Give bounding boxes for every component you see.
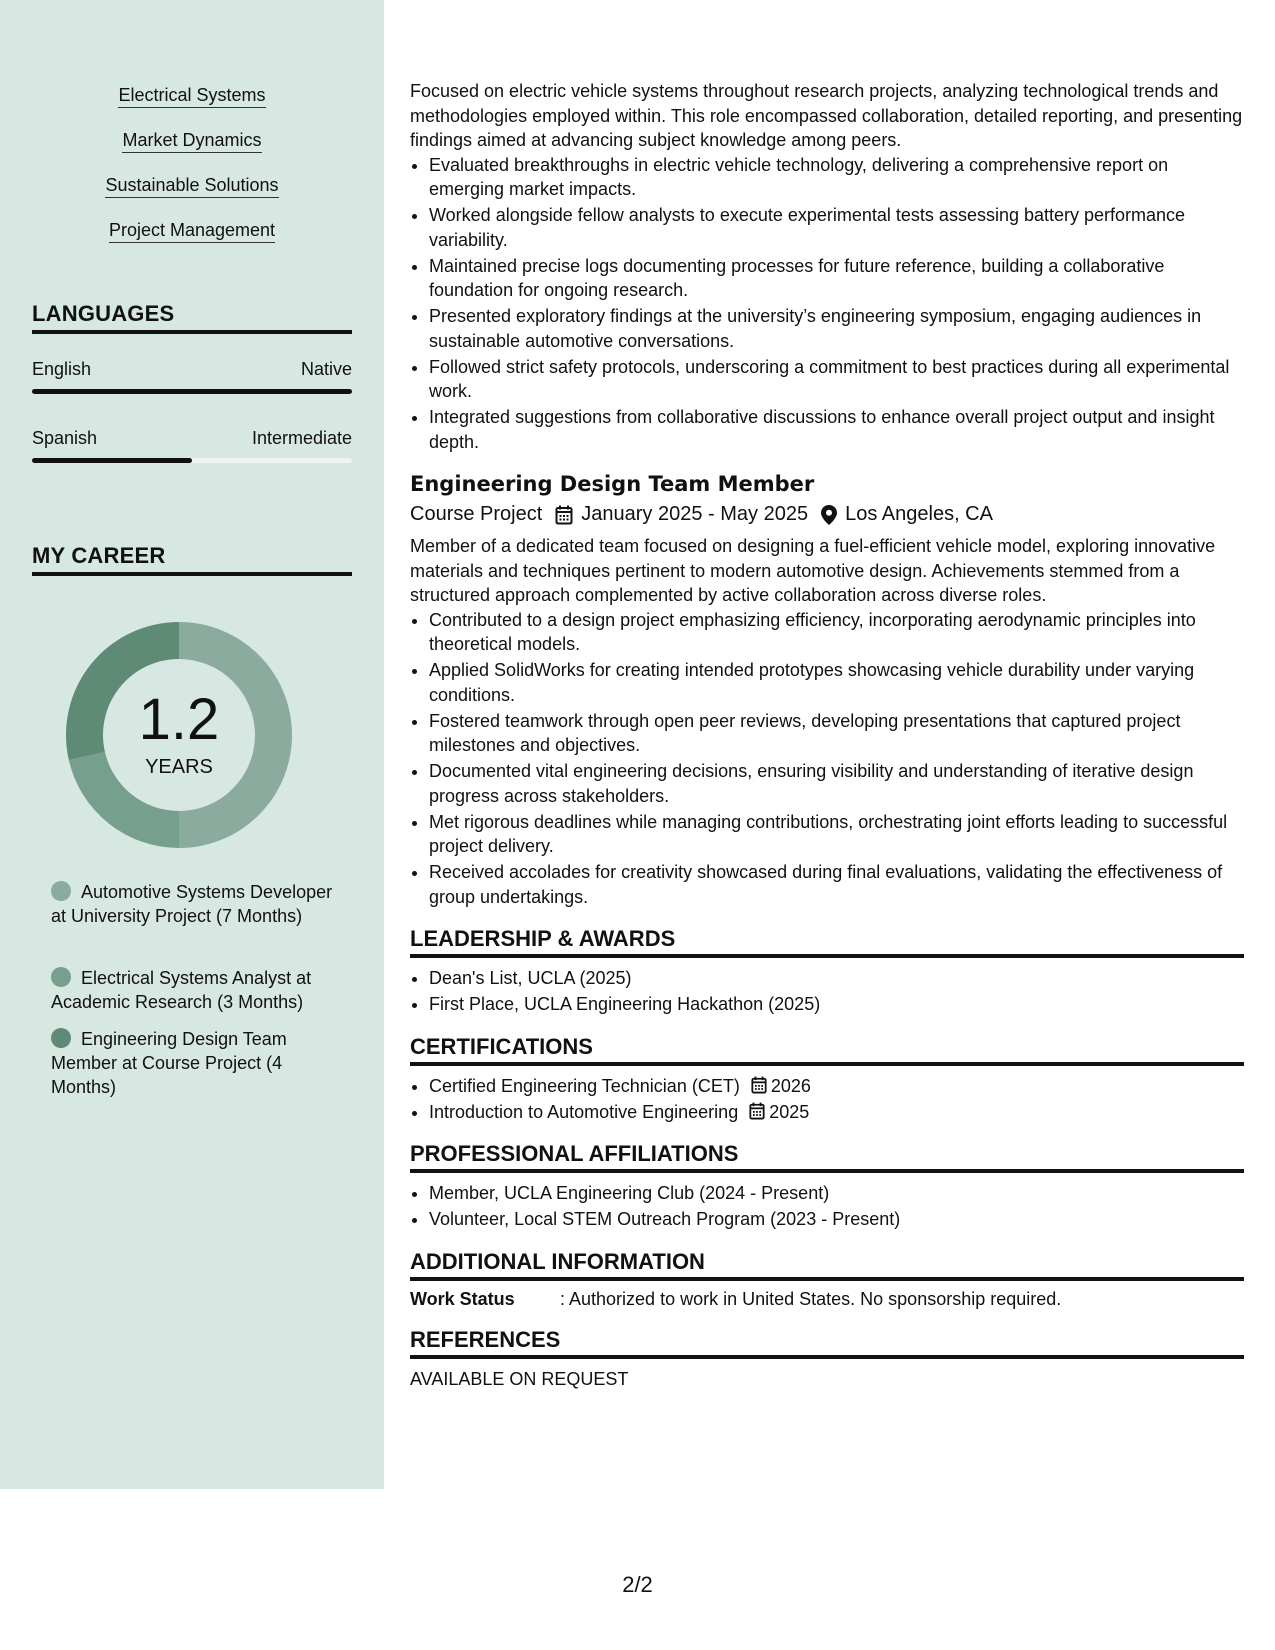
career-unit-label: YEARS bbox=[145, 756, 213, 778]
awards-heading: LEADERSHIP & AWARDS bbox=[410, 926, 1244, 958]
language-proficiency-bar bbox=[32, 458, 352, 463]
list-item: • Followed strict safety protocols, underscoring a commitment to best practices during all experimental work. bbox=[429, 355, 1244, 404]
job-meta bbox=[410, 503, 1244, 526]
list-item: • Worked alongside fellow analysts to execute experimental tests assessing battery performance variability. bbox=[429, 203, 1244, 252]
cert-year: 2026 bbox=[770, 1075, 811, 1096]
legend-dot-icon bbox=[51, 967, 71, 987]
job-title: Engineering Design Team Member bbox=[410, 472, 815, 496]
career-legend-item bbox=[51, 966, 341, 1014]
list-item: • Presented exploratory findings at the university’s engineering symposium, engaging audiences in sustainable automotive conversations. bbox=[429, 304, 1244, 353]
list-item: • First Place, UCLA Engineering Hackathon (2025) bbox=[429, 992, 1244, 1017]
language-name: Spanish bbox=[32, 428, 98, 448]
calendar-icon bbox=[751, 1076, 767, 1094]
cert-name: Introduction to Automotive Engineering bbox=[429, 1101, 739, 1122]
skills-list bbox=[0, 84, 384, 264]
list-item: • Integrated suggestions from collaborative discussions to enhance overall project output and insight depth. bbox=[429, 405, 1244, 454]
career-legend-label: Automotive Systems Developer at University Project (7 Months) bbox=[51, 882, 333, 926]
skill-item: Market Dynamics bbox=[122, 129, 261, 153]
job-organization: Course Project bbox=[410, 503, 543, 525]
experience-bullets bbox=[410, 153, 1244, 455]
work-status-label: Work Status bbox=[410, 1288, 515, 1309]
certifications-list bbox=[410, 1074, 1244, 1125]
experience-summary: Focused on electric vehicle systems throughout research projects, analyzing technological trends and methodologies employed within. This role encompassed collaboration, detailed reporting, and presenting findings aimed at advancing subject knowledge among peers. bbox=[410, 81, 1243, 150]
list-item: • Documented vital engineering decisions, ensuring visibility and understanding of iterative design progress across stakeholders. bbox=[429, 759, 1244, 808]
references-heading: REFERENCES bbox=[410, 1327, 1244, 1359]
job-location: Los Angeles, CA bbox=[845, 503, 993, 525]
language-level: Native bbox=[300, 359, 352, 379]
main-content bbox=[410, 0, 1244, 1391]
skill-item: Sustainable Solutions bbox=[105, 174, 278, 198]
awards-list bbox=[410, 966, 1244, 1017]
skill-item: Electrical Systems bbox=[118, 84, 265, 108]
cert-name: Certified Engineering Technician (CET) bbox=[429, 1075, 740, 1096]
job-dates: January 2025 - May 2025 bbox=[581, 503, 809, 525]
job-bullets bbox=[410, 608, 1244, 910]
language-proficiency-bar bbox=[32, 389, 352, 394]
legend-dot-icon bbox=[51, 1028, 71, 1048]
job-summary: Member of a dedicated team focused on designing a fuel-efficient vehicle model, exploring innovative materials and techniques pertinent to modern automotive design. Achievements stemmed from a structured approach complemented by active collaboration across diverse roles. bbox=[410, 536, 1216, 605]
affiliations-heading: PROFESSIONAL AFFILIATIONS bbox=[410, 1141, 1244, 1173]
list-item: • Dean's List, UCLA (2025) bbox=[429, 966, 1244, 991]
career-heading: MY CAREER bbox=[32, 543, 352, 576]
language-name: English bbox=[32, 359, 92, 379]
career-legend-label: Engineering Design Team Member at Course Project (4 Months) bbox=[51, 1029, 287, 1097]
language-proficiency-fill bbox=[32, 389, 352, 394]
work-status-value: : Authorized to work in United States. No sponsorship required. bbox=[560, 1288, 1062, 1309]
location-pin-icon bbox=[821, 505, 837, 525]
list-item bbox=[429, 1100, 1244, 1125]
page-number: 2/2 bbox=[622, 1572, 653, 1597]
legend-dot-icon bbox=[51, 881, 71, 901]
languages-heading: LANGUAGES bbox=[32, 301, 352, 334]
list-item: • Applied SolidWorks for creating intended prototypes showcasing vehicle durability under varying conditions. bbox=[429, 658, 1244, 707]
affiliations-list bbox=[410, 1181, 1244, 1232]
language-proficiency-fill bbox=[32, 458, 192, 463]
list-item: • Met rigorous deadlines while managing contributions, orchestrating joint efforts leading to successful project delivery. bbox=[429, 810, 1244, 859]
calendar-icon bbox=[749, 1102, 765, 1120]
list-item: • Evaluated breakthroughs in electric vehicle technology, delivering a comprehensive report on emerging market impacts. bbox=[429, 153, 1244, 202]
work-status-row bbox=[410, 1289, 1244, 1310]
list-item: • Received accolades for creativity showcased during final evaluations, validating the effectiveness of group undertakings. bbox=[429, 860, 1244, 909]
language-row bbox=[32, 359, 352, 380]
calendar-icon bbox=[555, 505, 573, 525]
list-item bbox=[429, 1074, 1244, 1099]
language-level: Intermediate bbox=[251, 428, 352, 448]
additional-info-heading: ADDITIONAL INFORMATION bbox=[410, 1249, 1244, 1281]
list-item: • Contributed to a design project emphasizing efficiency, incorporating aerodynamic principles into theoretical models. bbox=[429, 608, 1244, 657]
list-item: • Maintained precise logs documenting processes for future reference, building a collaborative foundation for ongoing research. bbox=[429, 254, 1244, 303]
career-legend-label: Electrical Systems Analyst at Academic Research (3 Months) bbox=[51, 968, 312, 1012]
career-legend-item bbox=[51, 1027, 341, 1099]
certifications-heading: CERTIFICATIONS bbox=[410, 1034, 1244, 1066]
sidebar bbox=[0, 0, 384, 1489]
cert-year: 2025 bbox=[769, 1101, 810, 1122]
list-item: • Fostered teamwork through open peer reviews, developing presentations that captured project milestones and objectives. bbox=[429, 709, 1244, 758]
career-legend-item bbox=[51, 880, 341, 928]
references-text: AVAILABLE ON REQUEST bbox=[410, 1368, 629, 1389]
career-total-years: 1.2 bbox=[138, 687, 220, 752]
list-item: • Volunteer, Local STEM Outreach Program (2023 - Present) bbox=[429, 1207, 1244, 1232]
skill-item: Project Management bbox=[109, 219, 275, 243]
list-item: • Member, UCLA Engineering Club (2024 - Present) bbox=[429, 1181, 1244, 1206]
language-row bbox=[32, 428, 352, 449]
